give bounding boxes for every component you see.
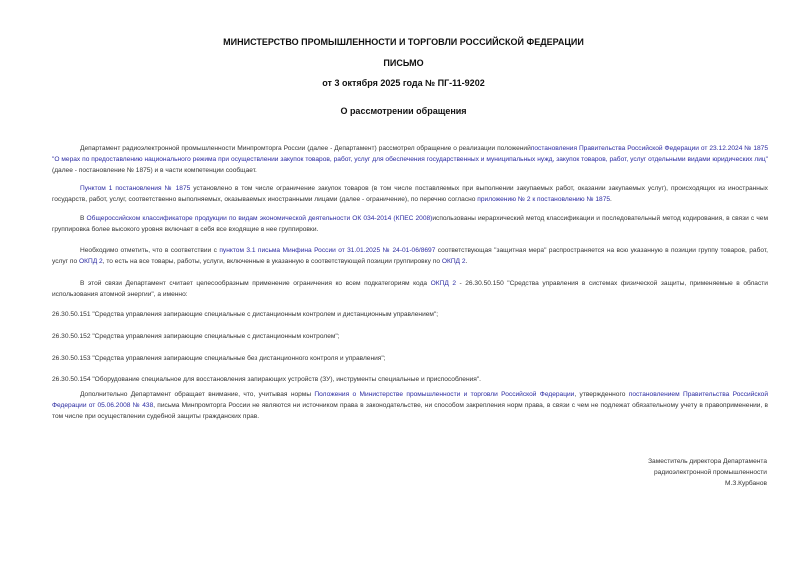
link-ministry-regulation[interactable]: Положения о Министерстве промышленности и торговли Российской Федерации [314, 391, 575, 398]
list-item: 26.30.50.151 "Средства управления запирающие специальные с дистанционным контролем и дистанционным управлением"; [52, 311, 439, 318]
signer-department: радиоэлектронной промышленности [654, 469, 767, 476]
link-decree-438[interactable]: постановлением Правительства Российской Федерации от 05.06.2008 № 438 [52, 391, 768, 409]
paragraph-1 [52, 143, 768, 176]
paragraph-6 [52, 389, 768, 422]
text: Дополнительно Департамент обращает внимание, что, учитывая нормы [80, 391, 315, 398]
text: , утвержденного [574, 391, 629, 398]
signer-name: М.З.Курбанов [725, 480, 767, 487]
link-decree-1875[interactable]: постановления Правительства Российской Федерации от 23.12.2024 № 1875 "О мерах по предоставлению национального режима при осуществлении закупок товаров, работ, услуг для обеспечения государственных и муниципальных нужд, закупок товаров, работ, услуг отдельными видами юридических лиц" [52, 145, 769, 163]
text: В [80, 215, 87, 222]
text: В этой связи Департамент считает целесообразным применение ограничения ко всем подкатегориям кода [80, 280, 431, 287]
paragraph-4 [52, 245, 768, 267]
paragraph-2 [52, 183, 768, 205]
link-okpd2[interactable]: ОКПД 2 [78, 258, 103, 265]
link-okpd2[interactable]: ОКПД 2 [441, 258, 466, 265]
link-okpd-classifier[interactable]: Общероссийском классификаторе продукции по видам экономической деятельности ОК 034-2014 (КПЕС 2008) [86, 215, 433, 222]
link-okpd2[interactable]: ОКПД 2 [430, 280, 456, 287]
text: соответствующая "защитная мера" распространяется на всю указанную в позиции группу товаров, работ, услуг по [52, 247, 768, 265]
document-type: ПИСЬМО [383, 58, 424, 68]
link-minfin-letter[interactable]: пунктом 3.1 письма Минфина России от 31.01.2025 № 24-01-06/8697 [219, 247, 436, 254]
list-item: 26.30.50.154 "Оборудование специальное для восстановления запирающих устройств (ЗУ), инструменты специальные и приспособления". [52, 376, 482, 383]
list-item: 26.30.50.152 "Средства управления запирающие специальные с дистанционным контролем"; [52, 333, 340, 340]
text: Департамент радиоэлектронной промышленности Минпромторга России (далее - Департамент) рассмотрел обращение о реализации положений [80, 145, 531, 152]
document-subject: О рассмотрении обращения [340, 106, 467, 116]
text: Необходимо отметить, что в соответствии с [80, 247, 220, 254]
text: , то есть на все товары, работы, услуги, включенные в указанную в соответствующей позиции группировку по [102, 258, 442, 265]
ministry-title: МИНИСТЕРСТВО ПРОМЫШЛЕННОСТИ И ТОРГОВЛИ РОССИЙСКОЙ ФЕДЕРАЦИИ [223, 37, 584, 47]
text: установлено в том числе ограничение закупок товаров (в том числе поставляемых при выполнении закупаемых работ, оказании закупаемых услуг), происходящих из иностранных государств, работ, услуг, соответственно выполняемых, оказываемых иностранными лицами (далее - ограничение), по перечню согласно [52, 185, 768, 203]
paragraph-5 [52, 278, 768, 300]
document-date-number: от 3 октября 2025 года № ПГ-11-9202 [322, 78, 485, 88]
text: использованы иерархический метод классификации и последовательный метод кодирования, в связи с чем группировка более высокого уровня включает в себя все входящие в нее группировки. [52, 215, 768, 233]
text: - 26.30.50.150 "Средства управления в системах физической защиты, применяемые в области использования атомной энергии", а именно: [52, 280, 768, 298]
text: (далее - постановление № 1875) и в части компетенции сообщает. [52, 167, 257, 174]
signer-position: Заместитель директора Департамента [648, 458, 767, 465]
text: , письма Минпромторга России не являются ни источником права в законодательстве, ни способом закрепления норм права, в связи с чем не подлежат обязательному учету в правоприменении, в том числе при осуществлении судебной защиты гражданских прав. [52, 402, 768, 420]
link-point-1[interactable]: Пунктом 1 постановления № 1875 [80, 185, 191, 192]
paragraph-3 [52, 213, 768, 235]
link-appendix-2[interactable]: приложению № 2 к постановлению № 1875 [477, 196, 611, 203]
text: . [610, 196, 612, 203]
signature-block [648, 456, 767, 489]
list-item: 26.30.50.153 "Средства управления запирающие специальные без дистанционного контроля и управления"; [52, 355, 386, 362]
text: . [465, 258, 468, 265]
